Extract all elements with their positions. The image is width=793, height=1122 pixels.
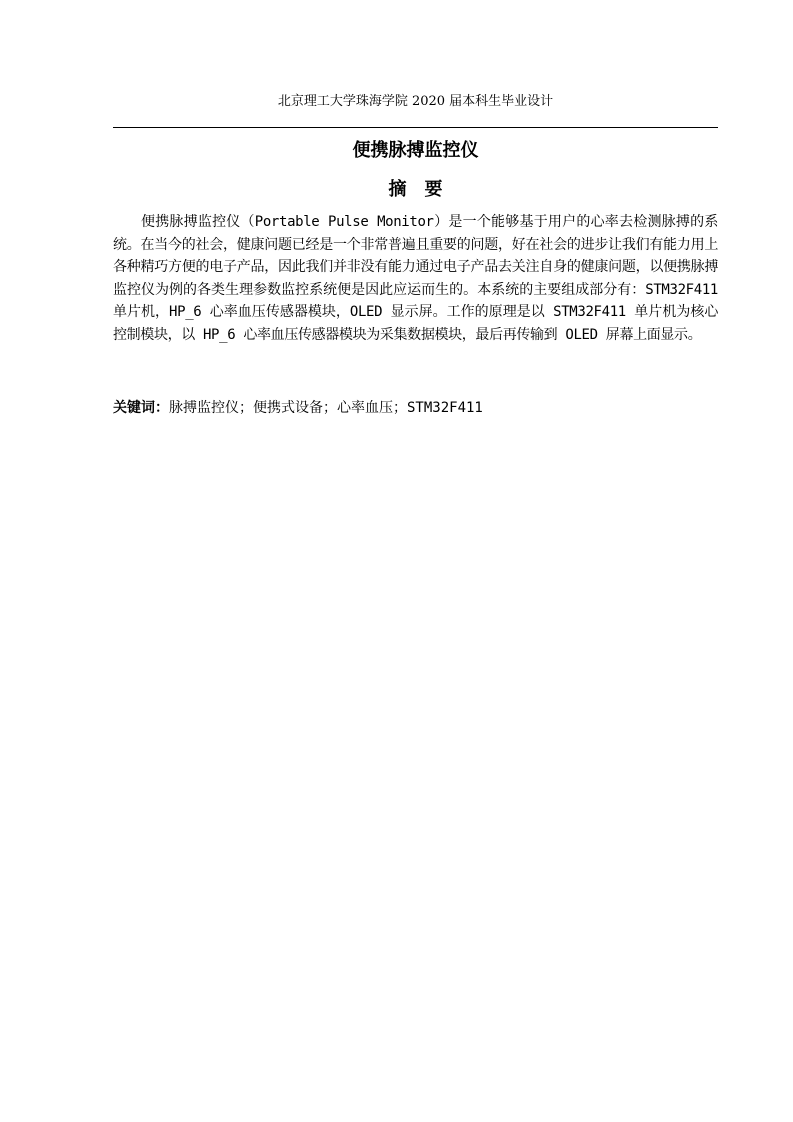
abstract-body: 便携脉搏监控仪（Portable Pulse Monitor）是一个能够基于用户的心率去检测脉搏的系统。在当今的社会，健康问题已经是一个非常普遍且重要的问题，好在社会的进步让我们有能力用上各种精巧方便的电子产品，因此我们并非没有能力通过电子产品去关注自身的健康问题，以便携脉搏监控仪为例的各类生理参数监控系统便是因此应运而生的。本系统的主要组成部分有：STM32F411 单片机，HP_6 心率血压传感器模块，OLED 显示屏。工作的原理是以 STM32F411 单片机为核心控制模块，以 HP_6 心率血压传感器模块为采集数据模块，最后再传输到 OLED 屏幕上面显示。 xyxy=(113,214,718,343)
document-title: 便携脉搏监控仪 xyxy=(352,140,479,161)
abstract-heading: 摘要 xyxy=(388,179,461,200)
keywords-label: 关键词： xyxy=(113,400,169,416)
keywords-line xyxy=(113,397,718,419)
page-header: 北京理工大学珠海学院 2020 届本科生毕业设计 xyxy=(277,94,554,109)
header-divider xyxy=(113,127,718,128)
keywords-value: 脉搏监控仪；便携式设备；心率血压；STM32F411 xyxy=(169,400,483,416)
